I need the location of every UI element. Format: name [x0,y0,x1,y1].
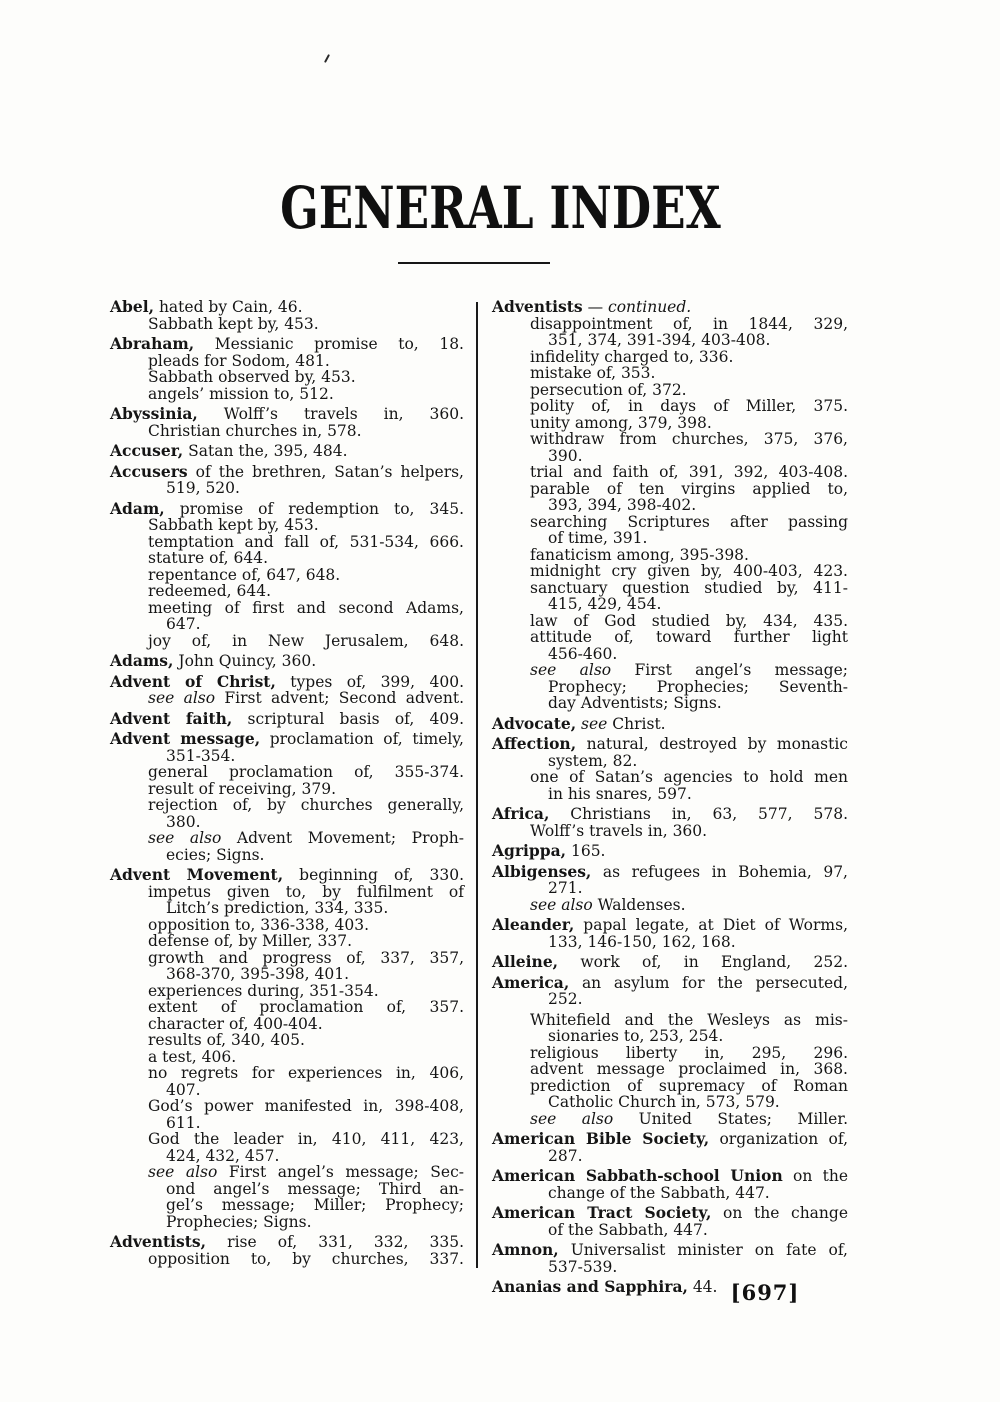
index-text: midnight cry given by, 400-403, 423. [530,562,848,580]
index-text: United States; Miller. [613,1109,848,1128]
index-line [110,299,464,316]
index-line [110,461,464,481]
index-text: on the [782,1167,848,1185]
index-line [110,1065,464,1082]
index-text: God’s power manifested in, 398-408, [148,1097,464,1115]
index-text: prediction of supremacy of Roman [530,1076,848,1095]
index-text: Prophecies; Signs. [166,1212,312,1231]
index-line [492,972,848,992]
index-text: of the Sabbath, 447. [548,1220,708,1239]
index-headword: Amnon, [492,1240,559,1259]
index-line [492,843,848,860]
index-line [110,781,464,798]
index-right-column [492,299,848,1296]
index-line [492,679,848,696]
index-text: 647. [166,615,201,633]
index-headword: Advocate, [492,713,577,733]
index-headword: Ananias and Sapphira, [492,1277,688,1296]
index-line [110,517,464,534]
index-text: stature of, 644. [148,549,269,567]
index-text: 611. [166,1113,201,1132]
index-text: ecies; Signs. [166,845,265,864]
index-line [492,349,848,366]
index-line [110,1098,464,1115]
index-line [110,616,464,633]
index-text: infidelity charged to, 336. [530,347,734,366]
index-line [492,596,848,613]
index-line [110,748,464,765]
index-headword: Advent Movement, [110,865,284,884]
index-text: Christian churches in, 578. [148,421,362,440]
index-line [110,1251,464,1268]
index-text: angels’ mission to, 512. [148,384,334,403]
index-italic-text: see also [148,1163,218,1181]
index-text: ond angel’s message; Third an- [166,1179,464,1198]
index-line [110,583,464,600]
index-text: 456-460. [548,644,618,663]
index-line [492,382,848,399]
index-text: growth and progress of, 337, 357, [148,948,464,967]
index-line [110,690,464,707]
index-text: extent of proclamation of, 357. [148,998,464,1016]
index-text: 368-370, 395-398, 401. [166,965,350,983]
index-text: scriptural basis of, 409. [232,709,465,728]
index-text: advent message proclaimed in, 368. [530,1060,848,1078]
index-line [110,1148,464,1165]
index-text: as refugees in Bohemia, 97, [591,862,848,881]
index-text: a test, 406. [148,1047,237,1066]
index-line [492,580,848,597]
index-text: law of God studied by, 434, 435. [530,611,848,630]
index-italic-text: see also [148,689,216,707]
index-text: unity among, 379, 398. [530,413,712,432]
index-headword: Albigenses, [492,861,592,881]
index-line [110,534,464,551]
index-text: sionaries to, 253, 254. [548,1027,724,1045]
index-line [492,662,848,679]
index-line [492,1185,848,1202]
index-line [492,481,848,498]
index-line [492,1205,848,1222]
index-italic-text: see also [530,1109,614,1128]
index-line [492,823,848,840]
index-text: parable of ten virgins applied to, [530,479,848,498]
index-line [110,983,464,1000]
index-line [492,1222,848,1239]
index-line [492,431,848,448]
index-line [110,423,464,440]
index-text: Universalist minister on fate of, [558,1241,848,1259]
index-italic-text: see also [530,661,612,679]
index-text: no regrets for experiences in, 406, [148,1064,464,1082]
title-rule [398,262,550,264]
index-text: 287. [548,1146,583,1165]
index-left-column [110,299,464,1267]
index-text: searching Scriptures after passing [530,512,848,531]
index-headword: Adam, [110,498,165,518]
index-headword: Agrippa, [492,841,567,860]
index-text: defense of, by Miller, 337. [148,932,353,950]
index-line [492,786,848,803]
index-line [492,464,848,481]
index-headword: Adventists [492,297,583,316]
index-text: God the leader in, 410, 411, 423, [148,1130,464,1148]
index-text: character of, 400-404. [148,1014,323,1033]
index-text: opposition to, by churches, 337. [148,1249,464,1268]
index-line [492,316,848,333]
index-text: of time, 391. [548,529,648,547]
index-text: impetus given to, by fulfilment of [148,882,464,901]
index-line [492,514,848,531]
index-text: Whitefield and the Wesleys as mis- [530,1010,848,1029]
index-line [492,880,848,897]
index-line [492,897,848,914]
index-text: 393, 394, 398-402. [548,496,697,514]
index-text: religious liberty in, 295, 296. [530,1043,848,1062]
index-line [110,369,464,386]
index-line [110,1032,464,1049]
index-text: experiences during, 351-354. [148,981,379,1000]
index-text: First angel’s message; [611,661,848,679]
index-italic-text: see [581,714,608,733]
index-line [110,653,464,670]
index-text: pleads for Sodom, 481. [148,351,330,370]
index-text: sanctuary question studied by, 411- [530,578,848,597]
index-italic-text: see also [530,895,593,914]
index-text: 407. [166,1080,201,1099]
index-line [492,299,848,316]
index-text: temptation and fall of, 531-534, 666. [148,532,464,551]
index-line [110,1082,464,1099]
index-line [492,861,848,881]
index-line [110,917,464,934]
index-line [110,336,464,353]
index-text: 271. [548,879,583,897]
index-line [110,1214,464,1231]
index-line [492,629,848,646]
index-headword: Advent faith, [110,708,233,728]
page-title [0,174,1000,242]
index-headword: Abyssinia, [110,404,198,423]
index-text: 252. [548,990,583,1008]
index-text: natural, destroyed by monastic [576,735,848,753]
index-line [492,1259,848,1276]
index-headword: Advent message, [110,729,261,748]
index-text: an asylum for the persecuted, [569,973,848,992]
index-line [492,530,848,547]
index-text: 133, 146-150, 162, 168. [548,932,736,951]
index-line [492,1061,848,1078]
index-headword: Advent of Christ, [110,671,276,691]
index-line [492,398,848,415]
index-text: rejection of, by churches generally, [148,796,464,814]
page-title-text: GENERAL INDEX [279,174,721,242]
index-line [110,480,464,497]
index-line [110,671,465,691]
index-line [110,600,464,617]
index-italic-text: continued. [608,298,692,316]
index-line [492,563,848,580]
index-text: beginning of, 330. [283,866,464,884]
index-text: one of Satan’s agencies to hold men [530,768,848,786]
index-headword: American Bible Society, [492,1129,710,1148]
index-headword: Africa, [492,804,550,823]
index-text: gel’s message; Miller; Prophecy; [166,1196,464,1214]
index-text: joy of, in New Jerusalem, 648. [148,631,464,650]
index-text: 537-539. [548,1257,618,1276]
index-text: work of, in England, 252. [558,953,848,971]
index-text: trial and faith of, 391, 392, 403-408. [530,463,848,481]
index-text: 390. [548,446,583,465]
index-line [110,966,464,983]
index-text: papal legate, at Diet of Worms, [574,916,848,934]
index-text: Catholic Church in, 573, 579. [548,1093,780,1111]
index-text: day Adventists; Signs. [548,694,722,712]
index-text: repentance of, 647, 648. [148,565,341,584]
index-text: results of, 340, 405. [148,1031,305,1049]
index-line [110,567,464,584]
index-text: First angel’s message; Sec- [217,1163,464,1181]
index-text: Advent Movement; Proph- [221,829,464,847]
index-line [110,1181,464,1198]
index-line [492,769,848,786]
index-line [110,1016,464,1033]
index-line [492,646,848,663]
index-text: in his snares, 597. [548,784,692,803]
index-line [492,954,848,971]
index-line [492,448,848,465]
index-text: disappointment of, in 1844, 329, [530,314,848,333]
column-divider [476,302,478,1268]
index-text: Sabbath observed by, 453. [148,368,356,386]
index-text: Satan the, 395, 484. [183,442,348,460]
index-line [110,406,464,423]
index-text: hated by Cain, 46. [154,298,303,316]
index-text: Sabbath kept by, 453. [148,516,319,534]
index-text: — [582,298,609,316]
index-line [492,613,848,630]
index-text: system, 82. [548,751,638,770]
index-line [110,443,464,460]
index-text: attitude of, toward further light [530,628,848,646]
index-text: polity of, in days of Miller, 375. [530,397,848,415]
index-headword: Adventists, [110,1232,207,1251]
index-line [110,353,464,370]
index-text: Litch’s prediction, 334, 335. [166,899,389,917]
index-line [110,316,464,333]
index-line [110,867,464,884]
index-line [110,633,464,650]
index-line [110,1164,464,1181]
index-text: fanaticism among, 395-398. [530,545,749,564]
index-line [110,814,464,831]
index-text: proclamation of, timely, [260,730,464,748]
index-line [492,1242,848,1259]
index-line [110,884,464,901]
index-text: 44. [687,1278,718,1296]
index-headword: American Tract Society, [492,1203,712,1222]
index-text: withdraw from churches, 375, 376, [530,430,848,448]
index-text: redeemed, 644. [148,582,272,600]
index-headword: American Sabbath-school Union [492,1166,783,1185]
scan-speck [324,54,330,63]
index-text: rise of, 331, 332, 335. [206,1233,464,1251]
index-line [492,547,848,564]
index-text: types of, 399, 400. [275,672,465,691]
index-text: change of the Sabbath, 447. [548,1183,770,1202]
index-line [492,695,848,712]
index-headword: Abel, [110,297,155,316]
index-text: Waldenses. [592,895,686,914]
index-line [492,736,848,753]
index-line [110,847,464,864]
index-line [110,498,464,518]
index-text: Prophecy; Prophecies; Seventh- [548,677,848,696]
index-line [110,764,464,781]
index-line [110,731,464,748]
index-line [492,1012,848,1029]
index-line [492,917,848,934]
index-line [492,1111,848,1128]
index-line [110,999,464,1016]
index-line [110,1115,464,1132]
index-headword: Alleine, [492,952,559,971]
index-headword: Affection, [492,734,577,753]
index-text: 165. [566,842,606,860]
index-text: 380. [166,812,201,831]
index-text: Sabbath kept by, 453. [148,314,319,333]
index-line [492,934,848,951]
index-line [492,1028,848,1045]
index-line [110,900,464,917]
index-text: Wolff’s travels in, 360. [530,821,708,840]
index-line [492,1131,848,1148]
index-headword: Accuser, [110,441,184,460]
index-line [492,713,848,733]
index-text: First advent; Second advent. [215,689,464,707]
index-line [110,933,464,950]
index-text: general proclamation of, 355-374. [148,763,464,781]
index-text: of the brethren, Satan’s helpers, [187,462,464,481]
index-line [492,1045,848,1062]
index-headword: Adams, [110,651,174,670]
index-text: result of receiving, 379. [148,779,337,798]
index-text: meeting of first and second Adams, [148,598,464,617]
index-text: Wolff’s travels in, 360. [197,405,464,423]
index-line [492,1094,848,1111]
index-line [492,332,848,349]
index-line [492,1148,848,1165]
index-line [492,497,848,514]
index-line [110,1131,464,1148]
index-headword: Aleander, [492,915,575,934]
index-line [492,753,848,770]
index-text: 351, 374, 391-394, 403-408. [548,331,771,349]
index-text: Christ. [607,714,666,733]
index-line [110,1197,464,1214]
index-line [492,1168,848,1185]
index-text: 415, 429, 454. [548,595,662,613]
page-number: [697] [730,1280,800,1305]
index-line [492,1078,848,1095]
index-text: on the change [711,1204,848,1222]
index-line [492,415,848,432]
index-text: Messianic promise to, 18. [194,335,464,353]
index-text: organization of, [709,1130,848,1148]
index-line [110,797,464,814]
index-line [110,1049,464,1066]
index-text: John Quincy, 360. [173,652,317,670]
index-line [110,950,464,967]
index-line [492,365,848,382]
index-text: Christians in, 63, 577, 578. [549,805,848,823]
index-line [110,708,465,728]
index-text: opposition to, 336-338, 403. [148,915,370,934]
index-text: mistake of, 353. [530,364,656,382]
index-headword: America, [492,972,570,992]
index-text: 351-354. [166,746,236,765]
index-text: promise of redemption to, 345. [164,499,464,518]
index-line [110,386,464,403]
index-line [110,830,464,847]
index-text: persecution of, 372. [530,380,687,399]
index-headword: Accusers [110,461,188,481]
index-text: 519, 520. [166,479,240,497]
index-headword: Abraham, [110,334,195,353]
index-text: 424, 432, 457. [166,1146,280,1165]
index-line [492,991,848,1008]
index-line [110,550,464,567]
index-line [110,1234,464,1251]
index-italic-text: see also [148,829,222,847]
index-line [492,806,848,823]
